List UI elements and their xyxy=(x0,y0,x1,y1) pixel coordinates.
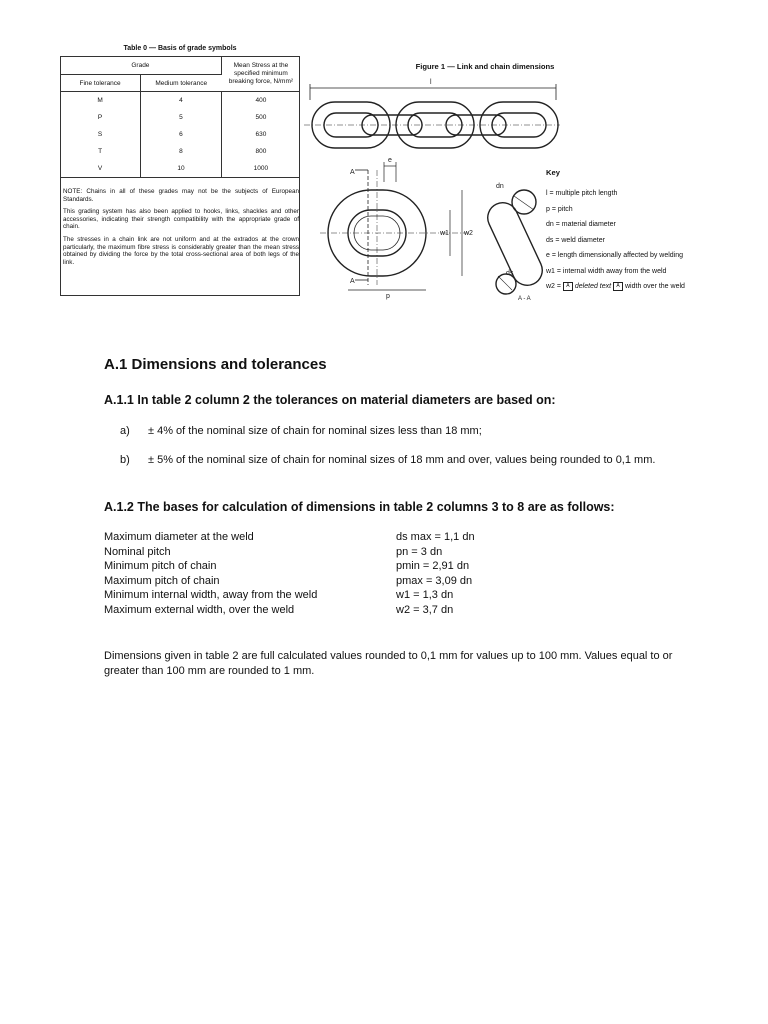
formula-value: w2 = 3,7 dn xyxy=(396,603,454,616)
cell-fine: S xyxy=(60,126,141,143)
label-a-bottom: A xyxy=(350,278,355,285)
key-item-w1: w1 = internal width away from the weld xyxy=(546,267,667,275)
cell-medium: 4 xyxy=(141,92,222,110)
section-heading-a11: A.1.1 In table 2 column 2 the tolerances on material diameters are based on: xyxy=(104,393,556,407)
cell-fine: P xyxy=(60,109,141,126)
table-row xyxy=(60,92,300,110)
key-item-l: l = multiple pitch length xyxy=(546,190,618,197)
formula-name: Nominal pitch xyxy=(104,545,171,558)
chain-figure xyxy=(300,70,560,300)
cell-stress: 800 xyxy=(255,148,267,155)
item-b-label: b) xyxy=(120,454,130,466)
note-3: The stresses in a chain link are not uniform and at the extrados at the crown particularly, the maximum fibre stress is considerably greater than the mean stress obtained by dividing the force by the total cross-sectional area of both legs of the link. xyxy=(63,235,299,266)
cell-fine: M xyxy=(60,92,141,110)
label-w1: w1 xyxy=(440,230,449,237)
cell-medium: 5 xyxy=(141,109,222,126)
header-grade: Grade xyxy=(60,56,221,75)
label-e: e xyxy=(388,157,392,164)
item-b-text: ± 5% of the nominal size of chain for nominal sizes of 18 mm and over, values being rounded to 0,1 mm. xyxy=(148,454,656,466)
table-row xyxy=(60,160,300,178)
key-item-dn: dn = material diameter xyxy=(546,221,616,228)
note-2: This grading system has also been applied to hooks, links, shackles and other accessories, indicating their strength compatibility with the appropriate grade of chain. xyxy=(63,208,299,231)
note-1: NOTE: Chains in all of these grades may not be the subjects of European Standards. xyxy=(63,188,299,203)
formula-row xyxy=(104,574,475,589)
key-item-ds: ds = weld diameter xyxy=(546,236,605,244)
key-list xyxy=(546,186,685,295)
label-dn: dn xyxy=(496,183,504,190)
label-a-top: A xyxy=(350,169,355,176)
header-medium-tolerance: Medium tolerance xyxy=(141,75,222,92)
grade-table xyxy=(60,56,300,178)
label-p: p xyxy=(386,293,390,300)
label-l: l xyxy=(430,79,432,86)
deleted-text-marker-icon: A xyxy=(563,282,573,291)
table-row xyxy=(60,109,300,126)
formula-name: Maximum diameter at the weld xyxy=(104,531,254,543)
cell-medium: 6 xyxy=(141,126,222,143)
formula-row xyxy=(104,545,475,560)
formula-name: Maximum external width, over the weld xyxy=(104,603,295,616)
cell-fine: T xyxy=(60,143,141,160)
formula-value: w1 = 1,3 dn xyxy=(396,589,454,601)
label-w2: w2 xyxy=(464,230,473,237)
cell-stress: 500 xyxy=(255,114,267,121)
formula-list xyxy=(104,530,475,617)
cell-fine: V xyxy=(60,160,141,178)
cell-stress: 630 xyxy=(255,131,267,138)
formula-row xyxy=(104,530,475,545)
key-item-p: p = pitch xyxy=(546,205,573,213)
formula-row xyxy=(104,559,475,574)
section-view xyxy=(483,198,547,290)
weld-section-circle xyxy=(512,190,536,214)
cell-medium: 10 xyxy=(141,160,222,178)
key-item-w2 xyxy=(546,279,685,295)
table-caption: Table 0 — Basis of grade symbols xyxy=(123,45,237,52)
key-w2-suffix: width over the weld xyxy=(625,283,685,290)
formula-value: pmax = 3,09 dn xyxy=(396,574,473,587)
key-w2-deleted: deleted text xyxy=(574,283,612,290)
label-section: A - A xyxy=(518,296,531,300)
cell-stress: 400 xyxy=(255,97,267,104)
formula-row xyxy=(104,603,475,618)
header-fine-tolerance: Fine tolerance xyxy=(60,75,141,92)
header-stress: Mean Stress at the specified minimum breaking force, N/mm² xyxy=(221,56,300,92)
item-a-label: a) xyxy=(120,425,130,437)
key-w2-prefix: w2 = xyxy=(546,283,561,290)
table-row xyxy=(60,143,300,160)
formula-value: pn = 3 dn xyxy=(396,545,443,558)
formula-value: pmin = 2,91 dn xyxy=(396,560,470,572)
formula-value: ds max = 1,1 dn xyxy=(396,531,475,543)
label-ds: ds xyxy=(506,270,514,277)
cell-medium: 8 xyxy=(141,143,222,160)
table-row xyxy=(60,126,300,143)
deleted-text-marker-icon: A xyxy=(613,282,623,291)
key-item-e: e = length dimensionally affected by welding xyxy=(546,252,684,259)
formula-name: Minimum internal width, away from the weld xyxy=(104,589,318,601)
cell-stress: 1000 xyxy=(221,160,300,178)
figure-title: Figure 1 — Link and chain dimensions xyxy=(415,62,555,71)
list-item xyxy=(120,424,678,439)
formula-name: Maximum pitch of chain xyxy=(104,574,220,587)
item-a-text: ± 4% of the nominal size of chain for nominal sizes less than 18 mm; xyxy=(148,425,482,437)
formula-name: Minimum pitch of chain xyxy=(104,560,217,572)
section-heading-a1: A.1 Dimensions and tolerances xyxy=(104,356,327,373)
formula-row xyxy=(104,588,475,603)
list-item xyxy=(120,453,678,468)
table-notes xyxy=(63,188,299,271)
key-title: Key xyxy=(546,168,560,177)
closing-paragraph: Dimensions given in table 2 are full calculated values rounded to 0,1 mm for values up to 100 mm. Values equal to or greater than 100 mm are rounded to 1 mm. xyxy=(104,650,673,677)
section-heading-a12: A.1.2 The bases for calculation of dimensions in table 2 columns 3 to 8 are as follows: xyxy=(104,500,615,514)
